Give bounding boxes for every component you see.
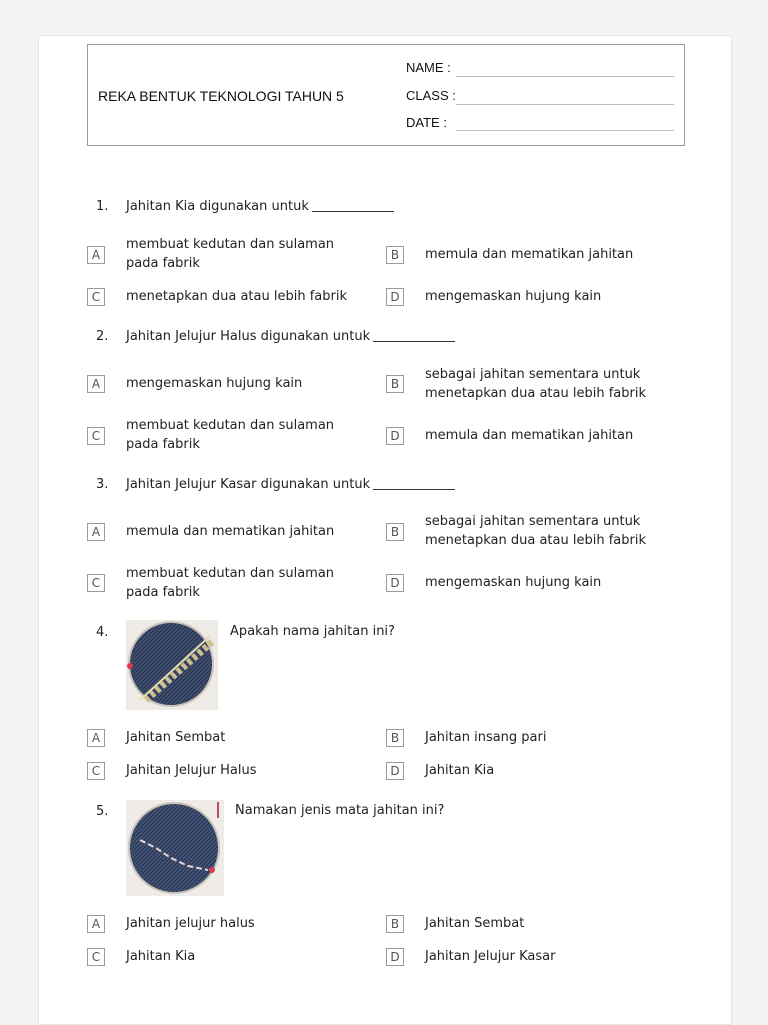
- option-letter[interactable]: D: [386, 762, 404, 780]
- option-text: Jahitan insang pari: [425, 730, 547, 745]
- worksheet-page: [38, 35, 732, 1025]
- option-text: Jahitan Sembat: [126, 730, 226, 745]
- option-text: memula dan mematikan jahitan: [425, 247, 634, 262]
- option-text: Jahitan Kia: [126, 949, 196, 964]
- worksheet-title: REKA BENTUK TEKNOLOGI TAHUN 5: [98, 88, 344, 104]
- option-text: mengemaskan hujung kain: [425, 289, 602, 304]
- question-number: 5.: [96, 804, 109, 819]
- option-text: Jahitan Kia: [425, 763, 495, 778]
- option-letter[interactable]: A: [87, 915, 105, 933]
- option-text: mengemaskan hujung kain: [126, 376, 303, 391]
- option-letter[interactable]: B: [386, 375, 404, 393]
- option-letter[interactable]: A: [87, 246, 105, 264]
- question-number: 3.: [96, 477, 109, 492]
- option-letter[interactable]: C: [87, 574, 105, 592]
- option-text: Jahitan Jelujur Kasar: [425, 949, 556, 964]
- option-letter[interactable]: C: [87, 762, 105, 780]
- option-letter[interactable]: A: [87, 729, 105, 747]
- class-field[interactable]: [456, 104, 674, 105]
- option-text: Jahitan Jelujur Halus: [126, 763, 257, 778]
- option-text: sebagai jahitan sementara untuk menetapkan dua atau lebih fabrik: [425, 514, 646, 548]
- question-text: Namakan jenis mata jahitan ini?: [235, 803, 445, 818]
- option-text: membuat kedutan dan sulaman pada fabrik: [126, 566, 335, 600]
- answer-blank: [373, 341, 455, 342]
- name-label: NAME :: [406, 60, 451, 75]
- class-label: CLASS :: [406, 88, 456, 103]
- question-number: 4.: [96, 625, 109, 640]
- option-letter[interactable]: C: [87, 288, 105, 306]
- option-letter[interactable]: C: [87, 948, 105, 966]
- question-number: 2.: [96, 329, 109, 344]
- question-text: Jahitan Jelujur Kasar digunakan untuk: [126, 475, 455, 494]
- stitch-photo: [126, 800, 224, 896]
- option-text: memula dan mematikan jahitan: [126, 524, 335, 539]
- option-letter[interactable]: B: [386, 915, 404, 933]
- question-text: Jahitan Jelujur Halus digunakan untuk: [126, 327, 455, 346]
- option-letter[interactable]: C: [87, 427, 105, 445]
- answer-blank: [312, 211, 394, 212]
- option-text: Jahitan Sembat: [425, 916, 525, 931]
- answer-blank: [373, 489, 455, 490]
- question-number: 1.: [96, 199, 109, 214]
- option-letter[interactable]: D: [386, 574, 404, 592]
- option-letter[interactable]: B: [386, 523, 404, 541]
- option-text: membuat kedutan dan sulaman pada fabrik: [126, 237, 335, 271]
- name-field[interactable]: [456, 76, 674, 77]
- option-text: Jahitan jelujur halus: [126, 916, 255, 931]
- option-letter[interactable]: B: [386, 246, 404, 264]
- option-text: mengemaskan hujung kain: [425, 575, 602, 590]
- option-text: sebagai jahitan sementara untuk menetapkan dua atau lebih fabrik: [425, 367, 646, 401]
- date-field[interactable]: [456, 130, 674, 131]
- header-box: [87, 44, 685, 146]
- stitch-photo: [126, 620, 218, 710]
- question-text: Jahitan Kia digunakan untuk: [126, 197, 394, 216]
- question-text: Apakah nama jahitan ini?: [230, 624, 395, 639]
- option-text: membuat kedutan dan sulaman pada fabrik: [126, 418, 335, 452]
- option-letter[interactable]: D: [386, 948, 404, 966]
- option-letter[interactable]: B: [386, 729, 404, 747]
- option-letter[interactable]: A: [87, 523, 105, 541]
- option-letter[interactable]: D: [386, 288, 404, 306]
- option-text: memula dan mematikan jahitan: [425, 428, 634, 443]
- option-letter[interactable]: A: [87, 375, 105, 393]
- date-label: DATE :: [406, 115, 447, 130]
- option-text: menetapkan dua atau lebih fabrik: [126, 289, 347, 304]
- option-letter[interactable]: D: [386, 427, 404, 445]
